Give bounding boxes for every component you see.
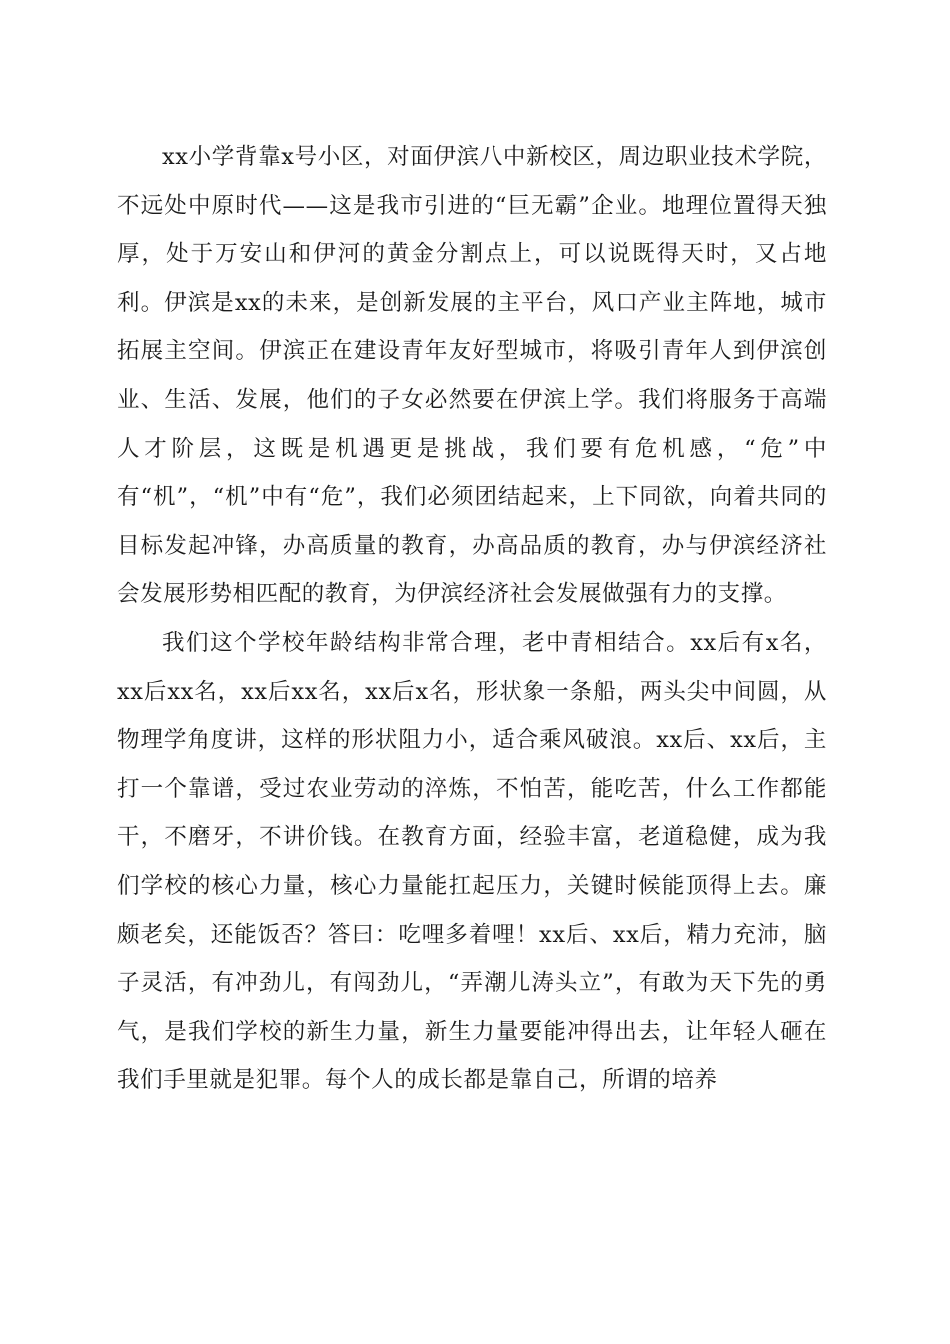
document-body bbox=[117, 133, 827, 1105]
paragraph-staff-structure: 我们这个学校年龄结构非常合理，老中青相结合。xx后有x名，xx后xx名，xx后xx名，xx后x名，形状象一条船，两头尖中间圆，从物理学角度讲，这样的形状阻力小，适合乘风破浪。xx后、xx后，主打一个靠谱，受过农业劳动的淬炼，不怕苦，能吃苦，什么工作都能干，不磨牙，不讲价钱。在教育方面，经验丰富，老道稳健，成为我们学校的核心力量，核心力量能扛起压力，关键时候能顶得上去。廉颇老矣，还能饭否？答曰：吃哩多着哩！xx后、xx后，精力充沛，脑子灵活，有冲劲儿，有闯劲儿，“弄潮儿涛头立”，有敢为天下先的勇气，是我们学校的新生力量，新生力量要能冲得出去，让年轻人砸在我们手里就是犯罪。每个人的成长都是靠自己，所谓的培养 bbox=[117, 629, 827, 1094]
paragraph-location: xx小学背靠x号小区，对面伊滨八中新校区，周边职业技术学院，不远处中原时代——这是我市引进的“巨无霸”企业。地理位置得天独厚，处于万安山和伊河的黄金分割点上，可以说既得天时，又占地利。伊滨是xx的未来，是创新发展的主平台，风口产业主阵地，城市拓展主空间。伊滨正在建设青年友好型城市，将吸引青年人到伊滨创业、生活、发展，他们的子女必然要在伊滨上学。我们将服务于高端人才阶层，这既是机遇更是挑战，我们要有危机感，“危”中有“机”，“机”中有“危”，我们必须团结起来，上下同欲，向着共同的目标发起冲锋，办高质量的教育，办高品质的教育，办与伊滨经济社会发展形势相匹配的教育，为伊滨经济社会发展做强有力的支撑。 bbox=[117, 144, 827, 608]
